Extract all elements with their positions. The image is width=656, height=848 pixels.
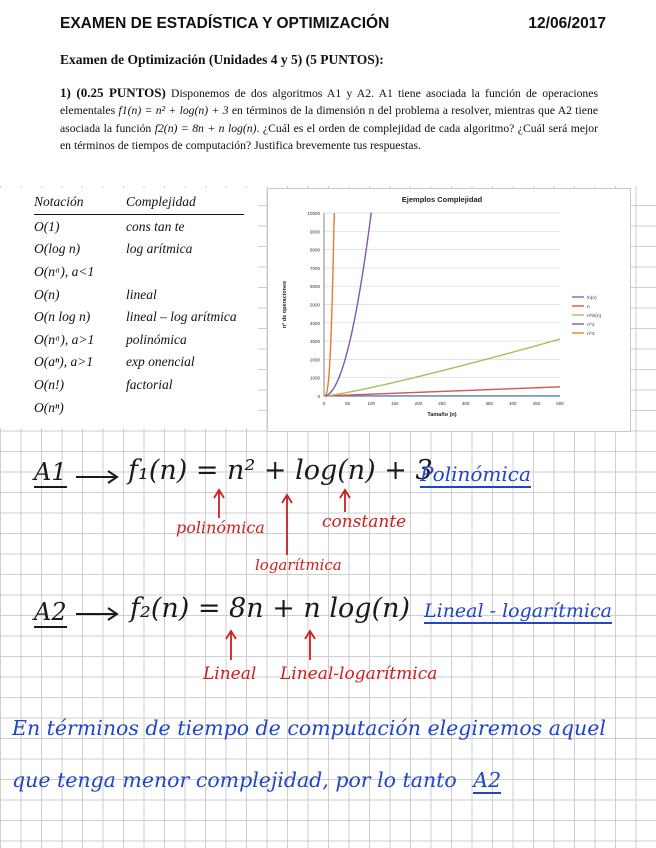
question-intro: Disponemos de dos algoritmos A1 y A2. A1 tiene asociada la función de operaciones elementales [60, 87, 599, 118]
complexity-table-header [34, 191, 244, 215]
notation-cell: O(n log n) [34, 309, 91, 325]
a1-note-constante: constante [322, 512, 407, 532]
complexity-table [34, 191, 244, 419]
x-tick-label: 300 [461, 401, 470, 406]
y-tick-label: 10000 [307, 211, 320, 216]
a1-label: A1 [34, 458, 67, 486]
arrow-up-icon [340, 490, 350, 512]
x-tick-label: 450 [532, 401, 541, 406]
series-line-nlogn [324, 339, 560, 396]
complexity-chart-panel [267, 188, 631, 432]
notation-cell: O(n) [34, 286, 60, 302]
a1-result: Polinómica [420, 462, 531, 486]
conclusion-line-1: En términos de tiempo de computación elegiremos aquel [12, 716, 606, 740]
formula-f2: f2(n) = 8n + n log(n) [154, 121, 257, 135]
complexity-cell: lineal – log arítmica [126, 309, 237, 325]
complexity-row [34, 261, 244, 284]
a2-arrow-icon [76, 608, 117, 620]
complexity-row [34, 238, 244, 261]
conclusion-answer: A2 [473, 768, 502, 792]
notation-cell: O(nᵅ), a>1 [34, 331, 95, 347]
exam-title: EXAMEN DE ESTADÍSTICA Y OPTIMIZACIÓN [60, 15, 390, 32]
complexity-cell: lineal [126, 286, 157, 302]
x-tick-label: 350 [485, 401, 493, 406]
complexity-row [34, 374, 244, 397]
y-tick-label: 2000 [309, 357, 320, 363]
a2-result: Lineal - logarítmica [424, 600, 612, 622]
exam-header [0, 0, 656, 186]
complexity-row [34, 351, 244, 374]
complexity-table-panel [0, 188, 258, 428]
y-tick-label: 9000 [309, 229, 320, 235]
complexity-row [34, 283, 244, 306]
complexity-row [34, 306, 244, 329]
notation-cell: O(n!) [34, 377, 64, 393]
conclusion-text: que tenga menor complejidad, por lo tanto [12, 768, 457, 792]
complexity-chart [268, 189, 630, 431]
complexity-cell: log arítmica [126, 241, 193, 257]
notation-cell: O(1) [34, 218, 60, 234]
legend-label: n^3 [587, 331, 595, 337]
a2-label: A2 [34, 598, 67, 626]
a1-formula: f₁(n) = n² + log(n) + 3 [128, 455, 433, 486]
a2-formula: f₂(n) = 8n + n log(n) [130, 593, 411, 624]
conclusion-line-2 [12, 768, 501, 792]
legend-label: n^2 [587, 322, 595, 328]
y-tick-label: 7000 [309, 265, 320, 271]
exam-subtitle: Examen de Optimización (Unidades 4 y 5) (5 PUNTOS): [60, 52, 384, 67]
y-tick-label: 0 [317, 394, 320, 399]
complexity-cell: polinómica [126, 331, 187, 347]
complexity-cell: cons tan te [126, 218, 185, 234]
legend-label: n*ln(n) [587, 313, 602, 319]
y-tick-label: 1000 [309, 375, 320, 381]
y-tick-label: 6000 [309, 284, 320, 290]
x-tick-label: 500 [556, 401, 564, 406]
y-tick-label: 4000 [309, 320, 320, 326]
y-tick-label: 3000 [309, 339, 320, 345]
x-tick-label: 100 [367, 401, 375, 406]
x-tick-label: 150 [391, 401, 399, 406]
notation-cell: O(log n) [34, 241, 81, 257]
x-tick-label: 0 [322, 401, 326, 406]
a1-arrow-icon [76, 471, 117, 483]
complexity-row [34, 216, 244, 239]
arrow-up-icon [214, 490, 224, 518]
complexity-cell: exp onencial [126, 354, 195, 370]
x-tick-label: 250 [438, 401, 446, 406]
x-tick-label: 400 [509, 401, 517, 406]
arrow-up-icon [305, 631, 315, 660]
header-complexity: Complejidad [126, 194, 196, 210]
question-1 [60, 84, 598, 155]
a1-note-polinomica: polinómica [176, 518, 265, 537]
x-axis-label: Tamaño (n) [427, 412, 457, 418]
question-mid: en términos de la dimensión n del problema a resolver, mientras que A2 tiene asociada la función [60, 104, 599, 135]
formula-f1: f1(n) = n² + log(n) + 3 [118, 104, 229, 118]
arrow-up-icon [282, 495, 292, 555]
notation-cell: O(nᵅ), a<1 [34, 264, 95, 280]
legend-label: ln(n) [587, 295, 597, 301]
y-axis-label: nº de operaciones [282, 280, 288, 329]
question-end: . ¿Cuál es el orden de complejidad de cada algoritmo? ¿Cuál será mejor en términos de tiempos de computación? Justifica brevemente tus respuestas. [60, 121, 599, 153]
notation-cell: O(aⁿ), a>1 [34, 354, 94, 370]
arrow-up-icon [226, 631, 236, 660]
a2-note-lineal: Lineal [203, 664, 257, 684]
y-tick-label: 5000 [309, 302, 320, 308]
series-line-linear [324, 387, 560, 396]
a1-note-logaritmica: logarítmica [255, 556, 342, 574]
notation-cell: O(nⁿ) [34, 399, 64, 415]
complexity-row [34, 396, 244, 419]
y-tick-label: 8000 [309, 247, 320, 253]
a2-note-lineal-logaritmica: Lineal-logarítmica [280, 664, 438, 684]
complexity-cell: factorial [126, 377, 173, 393]
legend-label: n [587, 304, 590, 310]
question-number: 1) (0.25 PUNTOS) [60, 85, 166, 100]
x-tick-label: 200 [414, 401, 423, 406]
header-notation: Notación [34, 194, 84, 210]
complexity-row [34, 329, 244, 352]
exam-date: 12/06/2017 [528, 15, 606, 32]
x-tick-label: 50 [345, 401, 351, 406]
chart-title: Ejemplos Complejidad [401, 195, 483, 204]
